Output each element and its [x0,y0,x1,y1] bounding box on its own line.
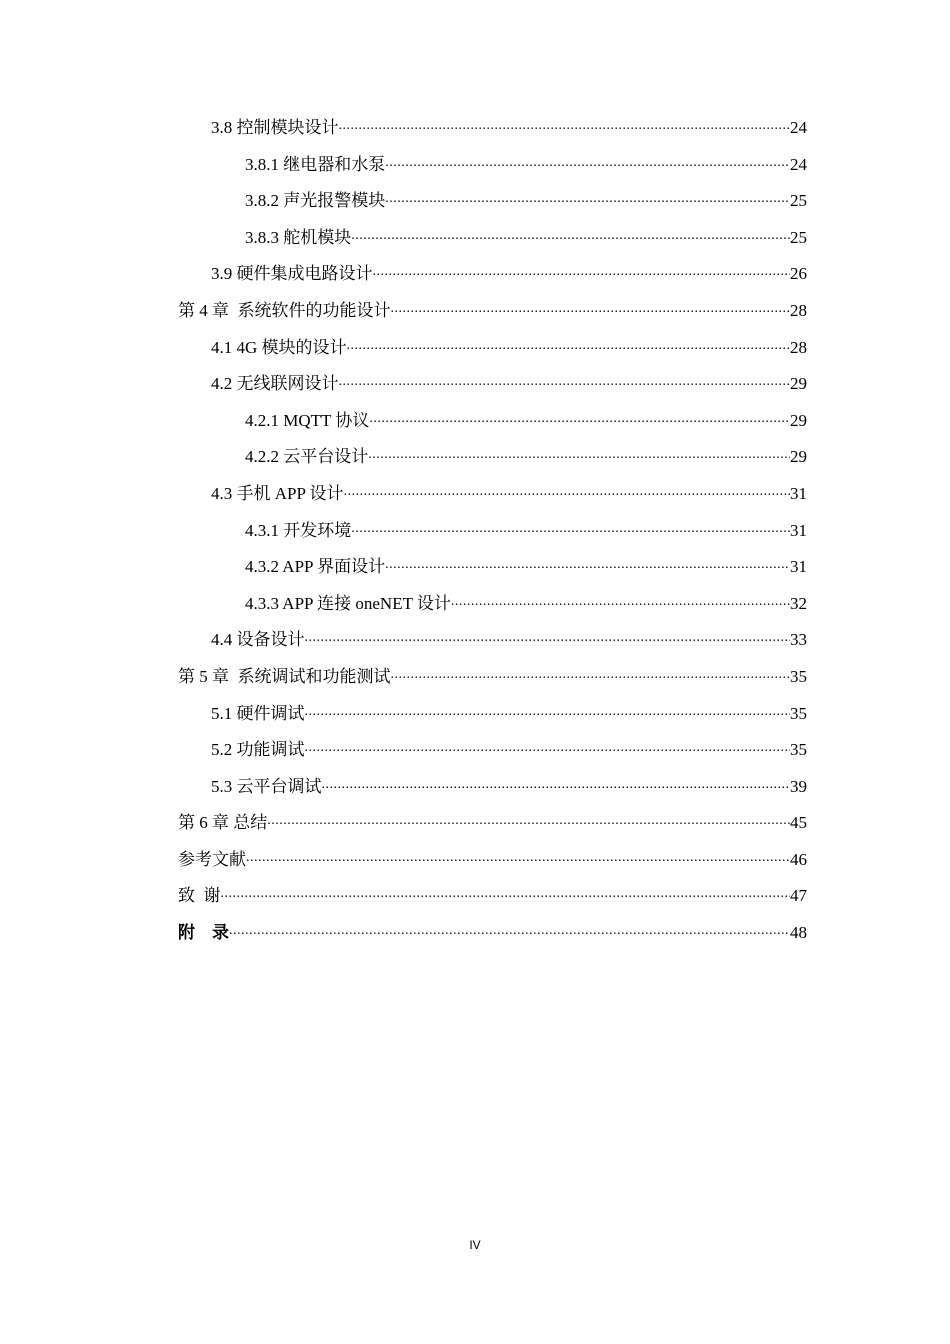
toc-leader-dots [369,401,790,438]
toc-entry[interactable] [0,659,807,696]
toc-entry[interactable] [0,439,807,476]
toc-entry[interactable] [0,183,807,220]
toc-leader-dots [351,218,790,255]
toc-entry[interactable] [0,293,807,330]
toc-entry-page: 25 [790,227,807,247]
toc-entry-title: 3.8.2 声光报警模块 [245,191,386,211]
toc-entry-title: 3.8 控制模块设计 [211,118,339,137]
toc-leader-dots [351,511,790,548]
toc-entry[interactable] [0,769,807,806]
toc-entry-title: 4.3.2 APP 界面设计 [245,557,386,577]
toc-entry-page: 45 [790,813,807,833]
toc-entry-page: 25 [790,191,807,211]
toc-entry-title: 5.2 功能调试 [211,740,305,760]
toc-leader-dots [344,474,790,511]
toc-entry-page: 31 [790,520,807,540]
toc-entry-page: 24 [790,118,807,137]
toc-leader-dots [322,767,791,804]
toc-entry-title: 4.2.2 云平台设计 [245,447,369,467]
toc-leader-dots [385,145,790,182]
toc-entry-page: 47 [790,886,807,906]
toc-entry-title: 4.3.3 APP 连接 oneNET 设计 [245,593,451,613]
toc-entry-title: 致 谢 [178,886,221,906]
toc-entry-title: 4.3.1 开发环境 [245,520,352,540]
toc-leader-dots [373,254,791,291]
toc-entry-page: 35 [790,740,807,760]
toc-entry-page: 31 [790,483,807,503]
toc-leader-dots [385,181,790,218]
toc-entry[interactable] [0,696,807,733]
toc-entry-title: 4.3 手机 APP 设计 [211,483,344,503]
toc-entry-title: 4.1 4G 模块的设计 [211,337,347,357]
toc-entry-title: 3.8.1 继电器和水泵 [245,154,386,174]
toc-leader-dots [221,876,791,913]
toc-leader-dots [391,657,791,694]
toc-entry-page: 35 [790,703,807,723]
toc-entry[interactable] [0,842,807,879]
toc-entry[interactable] [0,110,807,147]
toc-entry-page: 35 [790,666,807,686]
toc-entry-page: 29 [790,374,807,394]
toc-entry[interactable] [0,403,807,440]
toc-entry[interactable] [0,366,807,403]
toc-leader-dots [368,437,790,474]
toc-leader-dots [339,108,791,145]
toc-entry-page: 28 [790,337,807,357]
toc-entry-page: 29 [790,410,807,430]
toc-entry-title: 第 6 章 总结 [178,813,268,833]
toc-entry[interactable] [0,622,807,659]
toc-entry-title: 第 5 章 系统调试和功能测试 [178,666,391,686]
toc-leader-dots [305,620,791,657]
toc-entry-title: 5.3 云平台调试 [211,776,322,796]
toc-entry[interactable] [0,805,807,842]
toc-entry-title: 3.9 硬件集成电路设计 [211,264,373,284]
toc-entry-page: 31 [790,557,807,577]
toc-entry-title: 参考文献 [178,849,246,869]
toc-leader-dots [305,694,791,731]
toc-leader-dots [305,730,791,767]
table-of-contents [0,110,950,952]
toc-leader-dots [229,913,790,950]
toc-entry-page: 26 [790,264,807,284]
toc-entry-title: 3.8.3 舵机模块 [245,227,352,247]
toc-entry[interactable] [0,915,807,952]
toc-entry[interactable] [0,476,807,513]
toc-entry[interactable] [0,878,807,915]
toc-entry[interactable] [0,549,807,586]
toc-entry-page: 39 [790,776,807,796]
toc-leader-dots [451,584,790,621]
toc-leader-dots [267,803,790,840]
toc-entry-title: 4.4 设备设计 [211,630,305,650]
toc-entry-title: 附 录 [178,923,229,943]
toc-leader-dots [391,291,791,328]
toc-entry[interactable] [0,147,807,184]
toc-entry-page: 48 [790,923,807,943]
toc-entry[interactable] [0,732,807,769]
toc-entry[interactable] [0,256,807,293]
toc-leader-dots [385,547,790,584]
toc-entry[interactable] [0,330,807,367]
page-number-footer: IV [469,1238,481,1252]
toc-entry[interactable] [0,586,807,623]
toc-entry-title: 4.2 无线联网设计 [211,374,339,394]
toc-entry-page: 29 [790,447,807,467]
toc-entry-title: 第 4 章 系统软件的功能设计 [178,300,391,320]
toc-entry-page: 46 [790,849,807,869]
toc-entry[interactable] [0,220,807,257]
toc-entry-title: 5.1 硬件调试 [211,703,305,723]
toc-entry[interactable] [0,513,807,550]
toc-leader-dots [347,328,790,365]
toc-leader-dots [339,364,791,401]
toc-entry-page: 28 [790,300,807,320]
toc-entry-page: 33 [790,630,807,650]
toc-entry-page: 32 [790,593,807,613]
toc-entry-title: 4.2.1 MQTT 协议 [245,410,370,430]
toc-entry-page: 24 [790,154,807,174]
toc-leader-dots [246,840,790,877]
